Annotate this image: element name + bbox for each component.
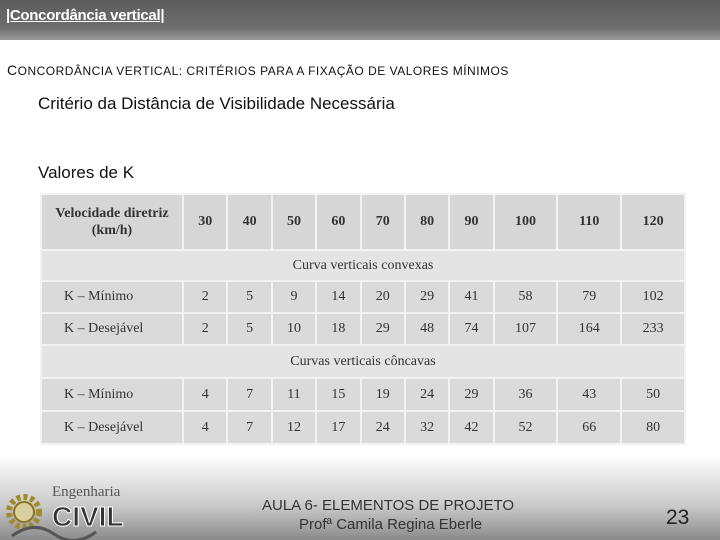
speed-cell: 40 <box>227 194 271 250</box>
k-value-cell: 2 <box>183 281 227 313</box>
k-value-cell: 164 <box>557 313 621 345</box>
footer-course-title: AULA 6- ELEMENTOS DE PROJETO <box>262 497 515 514</box>
k-value-cell: 66 <box>557 411 621 444</box>
speed-cell: 90 <box>449 194 493 250</box>
page-number: 23 <box>666 506 690 529</box>
section-title-convex: Curva verticais convexas <box>41 250 685 281</box>
k-value-cell: 79 <box>557 281 621 313</box>
logo-text-top: Engenharia <box>52 484 121 500</box>
k-value-cell: 2 <box>183 313 227 345</box>
k-values-table-wrapper <box>40 193 686 443</box>
table-row <box>41 378 685 411</box>
section-title-concave: Curvas verticais côncavas <box>41 345 685 378</box>
speed-cell: 70 <box>361 194 405 250</box>
k-value-cell: 32 <box>405 411 449 444</box>
k-value-cell: 52 <box>494 411 558 444</box>
k-value-cell: 50 <box>621 378 685 411</box>
k-value-cell: 29 <box>361 313 405 345</box>
k-value-cell: 15 <box>316 378 360 411</box>
table-row <box>41 411 685 444</box>
gear-icon <box>9 497 39 527</box>
section-row <box>41 345 685 378</box>
k-value-cell: 80 <box>621 411 685 444</box>
k-value-cell: 5 <box>227 313 271 345</box>
k-value-cell: 18 <box>316 313 360 345</box>
k-value-cell: 20 <box>361 281 405 313</box>
footer-professor: Profª Camila Regina Eberle <box>299 516 483 533</box>
k-value-cell: 29 <box>449 378 493 411</box>
k-value-cell: 9 <box>272 281 316 313</box>
subtitle: Critério da Distância de Visibilidade Necessária <box>38 94 395 113</box>
k-value-cell: 12 <box>272 411 316 444</box>
k-value-cell: 58 <box>494 281 558 313</box>
speed-cell: 60 <box>316 194 360 250</box>
k-value-cell: 24 <box>361 411 405 444</box>
k-value-cell: 107 <box>494 313 558 345</box>
k-value-cell: 10 <box>272 313 316 345</box>
speed-header-line1: Velocidade diretriz <box>55 206 169 221</box>
table-row <box>41 281 685 313</box>
title-bar <box>0 0 720 40</box>
table-header-row <box>41 194 685 250</box>
row-label: K – Desejável <box>41 313 183 345</box>
speed-cell: 110 <box>557 194 621 250</box>
speed-header-line2: (km/h) <box>91 223 133 238</box>
k-values-label: Valores de K <box>38 163 135 182</box>
k-value-cell: 4 <box>183 378 227 411</box>
speed-cell: 120 <box>621 194 685 250</box>
speed-header-cell <box>41 194 183 250</box>
k-value-cell: 29 <box>405 281 449 313</box>
speed-cell: 80 <box>405 194 449 250</box>
k-value-cell: 42 <box>449 411 493 444</box>
row-label: K – Mínimo <box>41 281 183 313</box>
k-value-cell: 19 <box>361 378 405 411</box>
k-value-cell: 48 <box>405 313 449 345</box>
heading-text: ONCORDÂNCIA VERTICAL: CRITÉRIOS PARA A FIXAÇÃO DE VALORES MÍNIMOS <box>17 64 509 78</box>
slide-section-title: |Concordância vertical| <box>6 7 165 24</box>
table-row <box>41 313 685 345</box>
k-value-cell: 7 <box>227 411 271 444</box>
speed-cell: 30 <box>183 194 227 250</box>
k-value-cell: 11 <box>272 378 316 411</box>
row-label: K – Mínimo <box>41 378 183 411</box>
k-value-cell: 5 <box>227 281 271 313</box>
k-value-cell: 74 <box>449 313 493 345</box>
k-values-table <box>40 193 686 445</box>
k-value-cell: 17 <box>316 411 360 444</box>
slide-heading <box>7 62 509 78</box>
k-value-cell: 233 <box>621 313 685 345</box>
k-value-cell: 102 <box>621 281 685 313</box>
k-value-cell: 43 <box>557 378 621 411</box>
speed-cell: 100 <box>494 194 558 250</box>
k-value-cell: 4 <box>183 411 227 444</box>
speed-cell: 50 <box>272 194 316 250</box>
k-value-cell: 24 <box>405 378 449 411</box>
k-value-cell: 14 <box>316 281 360 313</box>
section-row <box>41 250 685 281</box>
logo-text-main: CIVIL <box>52 501 124 532</box>
heading-initial: C <box>7 62 18 78</box>
row-label: K – Desejável <box>41 411 183 444</box>
k-value-cell: 36 <box>494 378 558 411</box>
k-value-cell: 7 <box>227 378 271 411</box>
k-value-cell: 41 <box>449 281 493 313</box>
engenharia-civil-logo <box>4 476 134 540</box>
